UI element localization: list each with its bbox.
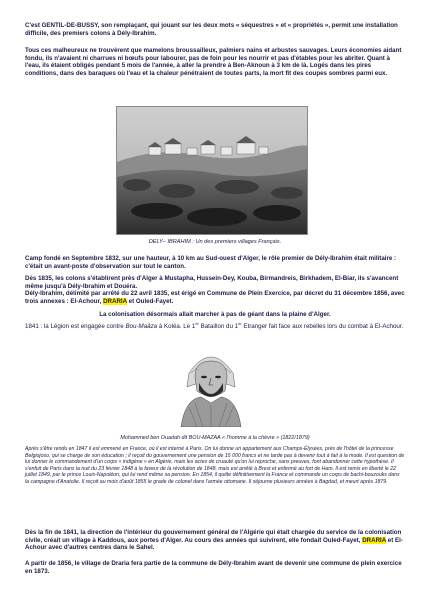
paragraph-text: Après s'être rendu en 1847 il est emmené en France, où il est interné à Paris. On lui donne un appartement aux Champs-Élysées, près de l'hôtel de la princesse Belgiojoso, qui se charge de son éducation ; il reçoit du gouvernement une pension de 15 000 francs et ne tarde pas à devenir tout à fait à la mode. Il est question de lui donner le commandement d'un corps « indigène » en Algérie, mais les actes de cruauté qu'on lui reproche, sans preuves, font abandonner cette hypothèse. Il s'enfuit de Paris dans la nuit du 23 février 1848 à la faveur de la révolution de 1848, mais est arrêté à Brest et enfermé au fort de Ham. Il est remis en liberté le 22 juillet 1849, par le prince Louis-Napoléon, qui lui rend même sa pension. En 1854, il quitte définitivement la France et commande un corps de bachi-bouzouks dans la campagne d'Anatolie. Il reçoit au mois d'août 1855 le grade de colonel dans l'armée ottomane. Il séjourne plusieurs années à Bagdad, et meurt après 1879. [25, 446, 405, 485]
paragraph-text: à Koléa. Le 1 [157, 323, 196, 330]
paragraph-text: 1841 : la Légion est engagée contre [25, 323, 126, 330]
paragraph-text: Tous ces malheureux ne trouvèrent que mamelons broussailleux, palmiers nains et arbustes sauvages. Leurs économies aidant fondu, ils n'avaient ni charrues ni bœufs pour labourer, pas de foin pour les nourrir et pas d'étables pour les abriter. Quant à l'eau, ils étaient obligés pendant 5 mois de l'année, à aller la prendre à Ben-Aknoun à 3 km de là. Logés dans les pires conditions, dans des baraques où l'eau et la chaleur pénétraient de toutes parts, la mort fit des coupes sombres parmi eux. [25, 47, 402, 77]
paragraph-text: et Ouled-Fayet. [126, 297, 174, 305]
paragraph-text: Bataillon du 1 [198, 323, 239, 330]
village-photo-image [117, 107, 307, 234]
paragraph-colonisation [25, 311, 405, 319]
paragraph-text: Bou-Maâza [125, 323, 158, 330]
paragraph-camp-fonde [25, 255, 405, 270]
paragraph-text: Dès la fin de 1841, la direction de l'intérieur du gouvernement général de l'Algérie qui était chargée du service de la colonisation civile, créait un village à Kaddous, aux portes d'Alger. Au cours des années qui suivirent, elle fondait Ouled-Fayet, [25, 529, 402, 544]
paragraph-text: La colonisation désormais allait marcher à pas de géant dans la plaine d'Alger. [99, 311, 331, 318]
paragraph-gentil-de-bussy [25, 22, 405, 37]
draria-highlight: DRARIA [362, 536, 387, 544]
paragraph-draria-1856 [25, 560, 405, 575]
portrait-photo-image [145, 343, 277, 427]
paragraph-text: Dély-Ibrahim, délimité par arrêté du 22 avril 1835, est érigé en Commune de Plein Exercice, par décret du 31 décembre 1856, avec trois annexes : El-Achour, [25, 290, 405, 305]
draria-highlight: DRARIA [103, 297, 127, 305]
paragraph-text: Camp fondé en Septembre 1832, sur une hauteur, à 10 km au Sud-ouest d'Alger, le rôle premier de Dély-Ibrahim était militaire : c'était un avant-poste d'observation sur tout le canton. [25, 255, 397, 270]
paragraph-fin-1841 [25, 529, 405, 552]
paragraph-legion-1841 [25, 320, 405, 331]
superscript: er [195, 320, 199, 326]
portrait-photo [145, 343, 277, 427]
superscript: er [238, 320, 242, 326]
paragraph-text: Dès 1835, les colons s'établirent près d'Alger à Mustapha, Hussein-Dey, Kouba, Birmandreis, Birkhadem, El-Biar, ils s'avancent même jusqu'à Dély-Ibrahim et Douéra. [25, 275, 399, 290]
paragraph-text: A partir de 1856, le village de Draria fera partie de la commune de Dély-Ibrahim avant de devenir une commune de plein exercice en 1873. [25, 560, 402, 575]
portrait-caption: Mohammed ben Ouadah dit BOU-MAZAA « l'homme à la chèvre » (1822/1879) [120, 435, 310, 441]
paragraph-colons-1835 [25, 275, 405, 305]
paragraph-text: C'est GENTIL-DE-BUSSY, son remplaçant, qui jouant sur les deux mots « séquestres » et « propriétés », permit une installation difficile, des premiers colons à Dély-Ibrahim. [25, 22, 398, 37]
paragraph-text: Etranger fait face aux rebelles lors du combat à El-Achour. [241, 323, 404, 330]
village-photo-caption: DELY– IBRAHIM : Un des premiers villages Français. [148, 239, 282, 245]
village-photo [116, 106, 308, 235]
paragraph-malheureux [25, 47, 405, 77]
paragraph-text: et El-Achour avec d'autres centres dans le Sahel. [25, 536, 403, 552]
paragraph-bou-maza-bio [25, 446, 405, 486]
